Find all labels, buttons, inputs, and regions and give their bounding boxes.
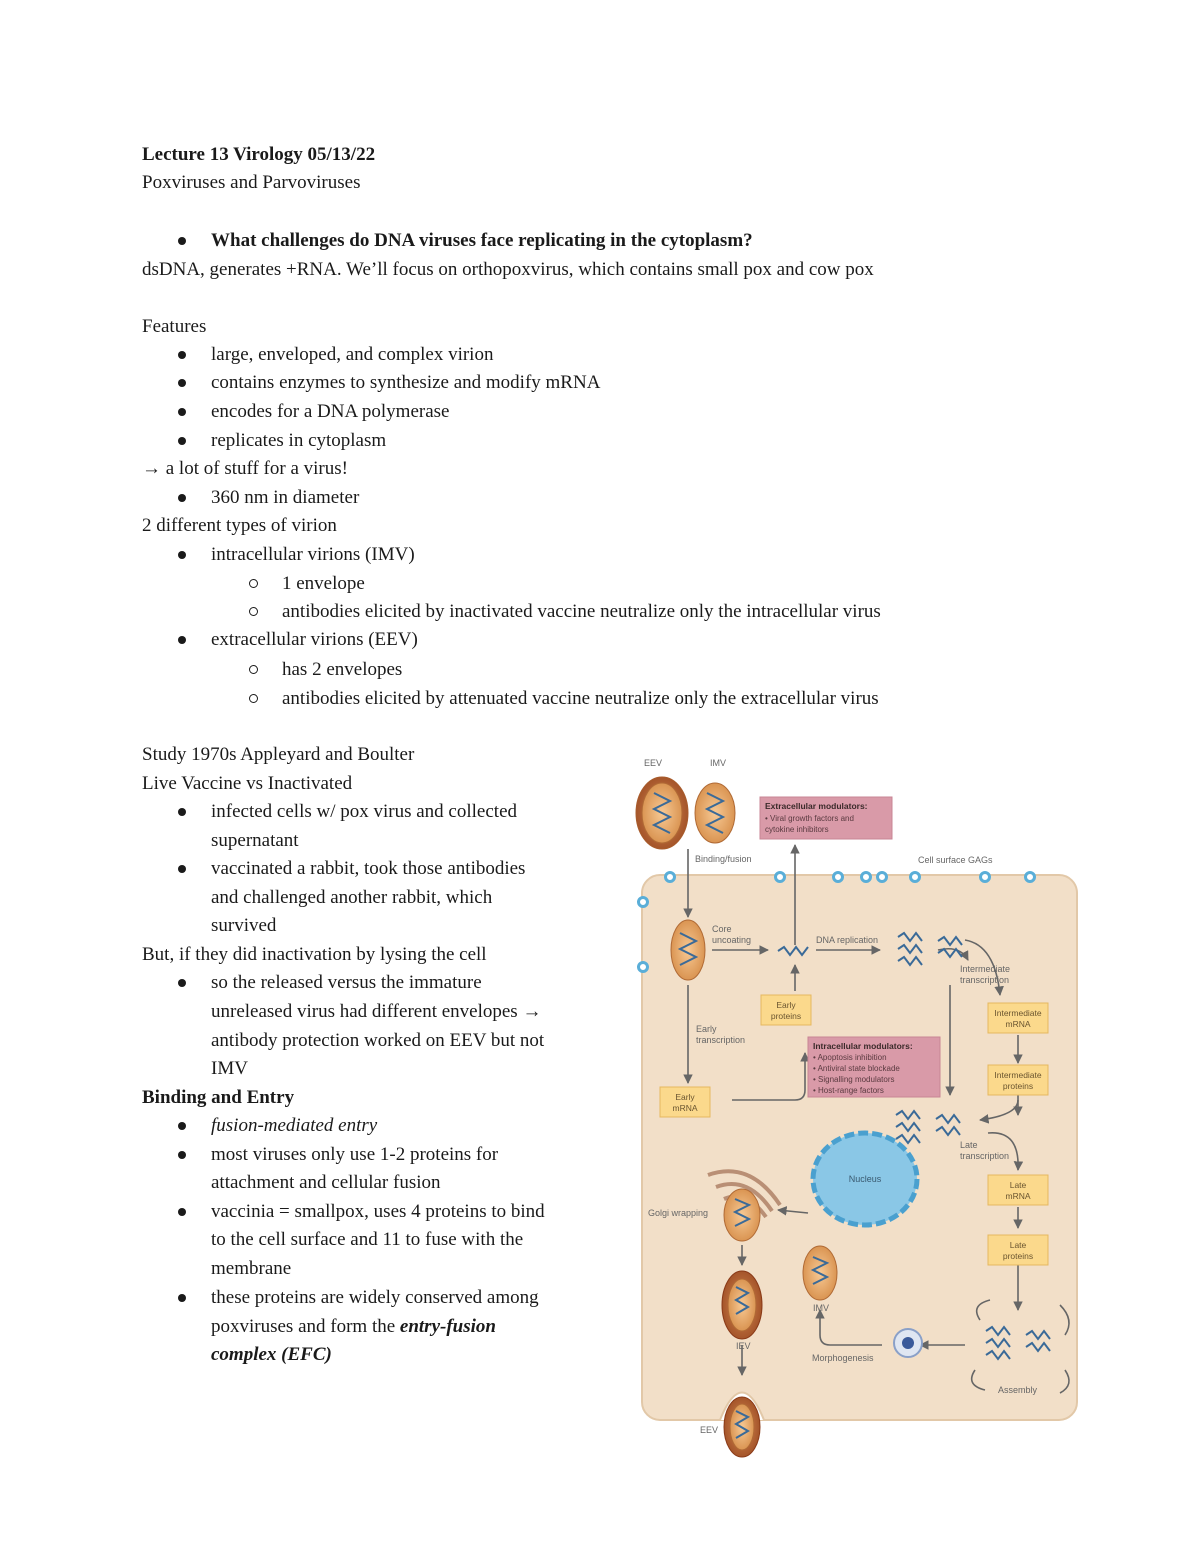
but-line: But, if they did inactivation by lysing the cell xyxy=(142,944,487,965)
features-heading: Features xyxy=(142,316,207,337)
eev-bottom-virion-icon xyxy=(724,1397,760,1457)
bullet-icon xyxy=(178,979,186,987)
intermediate-proteins-label: Intermediate xyxy=(994,1070,1042,1080)
core-uncoating-label: uncoating xyxy=(712,935,752,945)
but-item-line: IMV xyxy=(211,1058,248,1079)
binding-item-line: membrane xyxy=(211,1258,292,1279)
early-mrna-label: Early xyxy=(675,1092,695,1102)
imv-mid-virion-icon xyxy=(803,1246,837,1300)
size-note: 360 nm in diameter xyxy=(211,487,360,508)
intracellular-title: Intracellular modulators: xyxy=(813,1041,913,1051)
late-transcription-label: transcription xyxy=(960,1151,1010,1161)
bullet-icon xyxy=(178,437,186,445)
late-mrna-label: mRNA xyxy=(1005,1191,1031,1201)
question-answer: dsDNA, generates +RNA. We’ll focus on orthopoxvirus, which contains small pox and cow pox xyxy=(142,259,874,280)
efc-term-line: complex (EFC) xyxy=(211,1344,332,1365)
study-heading: Study 1970s Appleyard and Boulter xyxy=(142,744,415,765)
binding-item-line: vaccinia = smallpox, uses 4 proteins to bind xyxy=(211,1201,545,1222)
study-item-line: infected cells w/ pox virus and collected xyxy=(211,801,518,822)
eev-subitem: has 2 envelopes xyxy=(282,659,403,680)
bullet-icon xyxy=(178,237,186,245)
feature-item: contains enzymes to synthesize and modify mRNA xyxy=(211,372,601,393)
bullet-icon xyxy=(178,1208,186,1216)
types-heading: 2 different types of virion xyxy=(142,515,337,536)
late-proteins-label: proteins xyxy=(1002,1251,1034,1261)
intracellular-item: • Signalling modulators xyxy=(813,1075,895,1084)
intracellular-item: • Antiviral state blockade xyxy=(813,1064,900,1073)
page-subtitle: Poxviruses and Parvoviruses xyxy=(142,172,361,193)
bullet-icon xyxy=(178,494,186,502)
binding-item-line xyxy=(211,1315,496,1339)
binding-item-line: to the cell surface and 11 to fuse with the xyxy=(211,1229,524,1250)
but-item-line: unreleased virus had different envelopes → xyxy=(211,1001,542,1022)
bullet-icon xyxy=(178,351,186,359)
question-heading: What challenges do DNA viruses face replicating in the cytoplasm? xyxy=(211,230,753,251)
intermediate-mrna-label: Intermediate xyxy=(994,1008,1042,1018)
early-mrna-label: mRNA xyxy=(672,1103,698,1113)
circle-bullet-icon xyxy=(249,694,258,703)
core-uncoating-label: Core xyxy=(712,924,732,934)
wrapped-virion-icon xyxy=(724,1189,760,1241)
extracellular-item: cytokine inhibitors xyxy=(765,825,829,834)
bullet-icon xyxy=(178,1151,186,1159)
circle-bullet-icon xyxy=(249,579,258,588)
bullet-icon xyxy=(178,379,186,387)
dna-replication-label: DNA replication xyxy=(816,935,879,945)
eev-virion-icon xyxy=(636,777,688,849)
bullet-icon xyxy=(178,1294,186,1302)
binding-item-line: these proteins are widely conserved among xyxy=(211,1287,539,1308)
binding-item-line: attachment and cellular fusion xyxy=(211,1172,441,1193)
but-item-line: so the released versus the immature xyxy=(211,972,482,993)
circle-bullet-icon xyxy=(249,607,258,616)
feature-item: encodes for a DNA polymerase xyxy=(211,401,450,422)
imv-subitem: antibodies elicited by inactivated vaccine neutralize only the intracellular virus xyxy=(282,601,881,622)
intracellular-item: • Host-range factors xyxy=(813,1086,884,1095)
late-mrna-label: Late xyxy=(1009,1180,1027,1190)
imv-mid-label: IMV xyxy=(813,1303,830,1313)
study-item-line: vaccinated a rabbit, took those antibodies xyxy=(211,858,526,879)
early-transcription-label: transcription xyxy=(696,1035,746,1045)
binding-heading: Binding and Entry xyxy=(142,1087,295,1108)
bullet-icon xyxy=(178,408,186,416)
cell-surface-gags-label: Cell surface GAGs xyxy=(918,855,993,865)
iev-label: IEV xyxy=(736,1341,751,1351)
late-proteins-label: Late xyxy=(1009,1240,1027,1250)
binding-fusion-label: Binding/fusion xyxy=(695,854,752,864)
feature-item: replicates in cytoplasm xyxy=(211,430,387,451)
imv-subitem: 1 envelope xyxy=(282,573,365,594)
study-subheading: Live Vaccine vs Inactivated xyxy=(142,773,353,794)
imv-virion-icon xyxy=(695,783,735,843)
intermediate-transcription-label: Intermediate xyxy=(960,964,1011,974)
arrow-note: → a lot of stuff for a virus! xyxy=(142,458,348,479)
bullet-icon xyxy=(178,551,186,559)
early-proteins-label: proteins xyxy=(770,1011,802,1021)
assembly-label: Assembly xyxy=(998,1385,1038,1395)
intermediate-proteins-label: proteins xyxy=(1002,1081,1034,1091)
extracellular-item: • Viral growth factors and xyxy=(765,814,854,823)
iev-virion-icon xyxy=(722,1271,762,1339)
immature-core-icon xyxy=(902,1337,914,1349)
page-title: Lecture 13 Virology 05/13/22 xyxy=(142,144,376,165)
binding-item-line: most viruses only use 1-2 proteins for xyxy=(211,1144,499,1165)
golgi-wrapping-label: Golgi wrapping xyxy=(648,1208,709,1218)
late-transcription-label: Late xyxy=(960,1140,978,1150)
entering-virion-icon xyxy=(671,920,705,980)
study-item-line: supernatant xyxy=(211,830,299,851)
bullet-icon xyxy=(178,636,186,644)
eev-top-label: EEV xyxy=(644,758,663,768)
imv-top-label: IMV xyxy=(710,758,727,768)
eev-item: extracellular virions (EEV) xyxy=(211,629,418,650)
circle-bullet-icon xyxy=(249,665,258,674)
nucleus-label: Nucleus xyxy=(848,1174,882,1184)
intermediate-mrna-label: mRNA xyxy=(1005,1019,1031,1029)
binding-item: fusion-mediated entry xyxy=(211,1115,378,1136)
poxvirus-replication-diagram xyxy=(620,745,1090,1470)
bullet-icon xyxy=(178,865,186,873)
morphogenesis-label: Morphogenesis xyxy=(812,1353,874,1363)
eev-subitem: antibodies elicited by attenuated vaccine neutralize only the extracellular virus xyxy=(282,688,879,709)
bullet-icon xyxy=(178,808,186,816)
intermediate-transcription-label: transcription xyxy=(960,975,1010,985)
eev-bottom-label: EEV xyxy=(700,1425,719,1435)
feature-item: large, enveloped, and complex virion xyxy=(211,344,494,365)
but-item-line: antibody protection worked on EEV but not xyxy=(211,1030,545,1051)
early-transcription-label: Early xyxy=(696,1024,717,1034)
imv-item: intracellular virions (IMV) xyxy=(211,544,415,565)
binding-text: poxviruses and form the xyxy=(211,1316,400,1337)
efc-term: entry-fusion xyxy=(399,1316,496,1337)
early-proteins-label: Early xyxy=(776,1000,796,1010)
intracellular-item: • Apoptosis inhibition xyxy=(813,1053,887,1062)
study-item-line: survived xyxy=(211,915,277,936)
bullet-icon xyxy=(178,1122,186,1130)
study-item-line: and challenged another rabbit, which xyxy=(211,887,493,908)
extracellular-title: Extracellular modulators: xyxy=(765,801,868,811)
